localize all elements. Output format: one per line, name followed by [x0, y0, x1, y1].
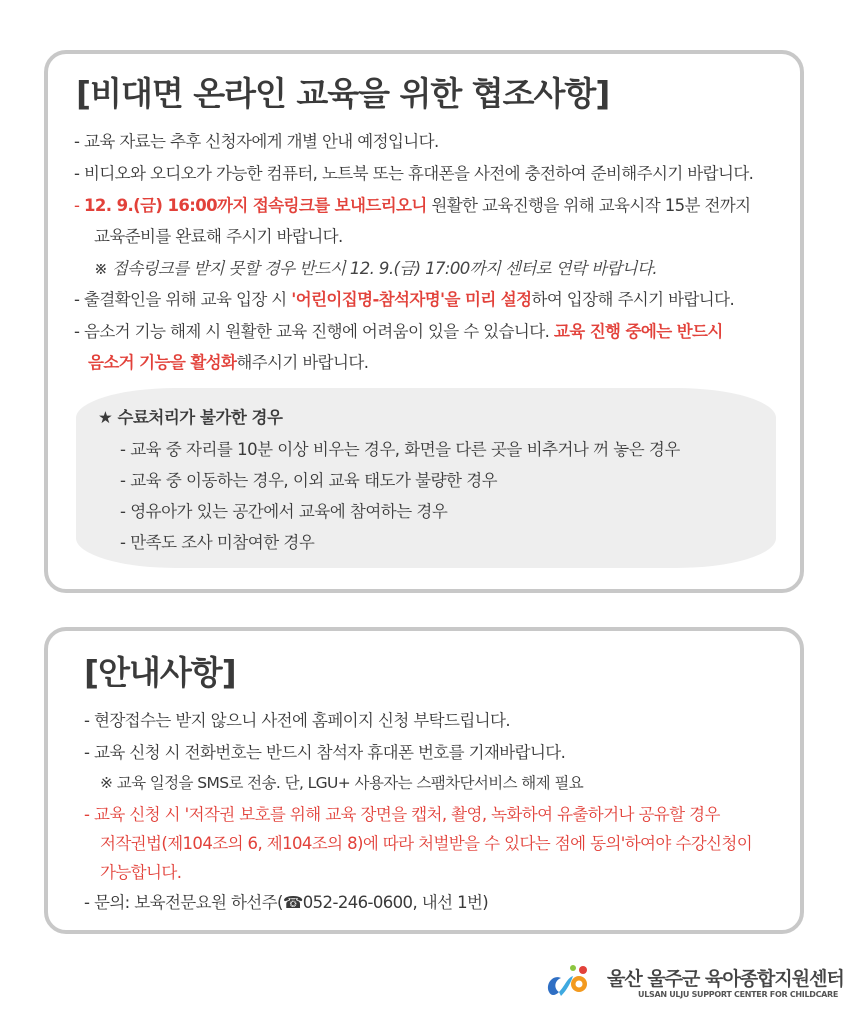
mute-text-a: - 음소거 기능 해제 시 원활한 교육 진행에 어려움이 있을 수 있습니다. [74, 322, 554, 341]
guide-title: [안내사항] [84, 653, 236, 692]
link-deadline-highlight: 12. 9.(금) 16:00까지 접속링크를 보내드리오니 [84, 196, 427, 215]
list-item: - 만족도 조사 미참여한 경우 [120, 533, 315, 552]
guide-line-copyright: - 교육 신청 시 '저작권 보호를 위해 교육 장면을 캡처, 촬영, 녹화하여 유출하거나 공유할 경우 [84, 805, 720, 824]
notice-line-prepare: 교육준비를 완료해 주시기 바랍니다. [94, 227, 343, 246]
mute-highlight-a: 교육 진행 중에는 반드시 [553, 322, 723, 341]
list-item: - 교육 중 이동하는 경우, 이외 교육 태도가 불량한 경우 [120, 471, 498, 490]
guide-line-sms-note: ※ 교육 일정을 SMS로 전송. 단, LGU+ 사용자는 스팸차단서비스 해제 필요 [100, 774, 584, 792]
center-name: 울산 울주군 육아종합지원센터 [607, 968, 844, 990]
notice-line-attendance [74, 286, 734, 310]
attendance-text-a: - 출결확인을 위해 교육 입장 시 [74, 290, 292, 309]
non-completion-box [76, 388, 776, 568]
guide-line-copyright-end: 가능합니다. [100, 863, 182, 882]
attendance-text-b: 하여 입장해 주시기 바랍니다. [531, 290, 735, 309]
notice-line-mute-cont [88, 349, 368, 373]
notice-line-devices: - 비디오와 오디오가 가능한 컴퓨터, 노트북 또는 휴대폰을 사전에 충전하여 준비해주시기 바랍니다. [74, 164, 754, 183]
center-english-name: ULSAN ULJU SUPPORT CENTER FOR CHILDCARE [638, 990, 839, 999]
notice-line-link [74, 192, 751, 216]
link-rest: 원활한 교육진행을 위해 교육시작 15분 전까지 [426, 196, 751, 215]
list-item: - 영유아가 있는 공간에서 교육에 참여하는 경우 [120, 502, 448, 521]
guide-line-copyright-cont: 저작권법(제104조의 6, 제104조의 8)에 따라 처벌받을 수 있다는 점에 동의'하여야 수강신청이 [100, 834, 753, 853]
notice-line-materials: - 교육 자료는 추후 신청자에게 개별 안내 예정입니다. [74, 132, 439, 151]
list-item: - 교육 중 자리를 10분 이상 비우는 경우, 화면을 다른 곳을 비추거나 꺼 놓은 경우 [120, 440, 680, 459]
notice-line-mute [74, 318, 723, 342]
guide-line-phone: - 교육 신청 시 전화번호는 반드시 참석자 휴대폰 번호를 기재바랍니다. [84, 743, 566, 762]
mute-text-b: 해주시기 바랍니다. [236, 353, 369, 372]
center-logo-icon [543, 962, 591, 1002]
guide-line-inquiry: - 문의: 보육전문요원 하선주(☎052-246-0600, 내선 1번) [84, 893, 489, 912]
notice-line-contact-note: ※ 접속링크를 받지 못할 경우 반드시 12. 9.(금) 17:00까지 센터로 연락 바랍니다. [94, 259, 657, 278]
guide-line-registration: - 현장접수는 받지 않으니 사전에 홈페이지 신청 부탁드립니다. [84, 711, 510, 730]
link-prefix: - [74, 196, 84, 215]
non-completion-title: ★ 수료처리가 불가한 경우 [98, 408, 283, 427]
mute-highlight-b: 음소거 기능을 활성화 [88, 353, 237, 372]
guide-notice-card [44, 627, 804, 934]
cooperation-notice-card [44, 50, 804, 593]
cooperation-title: [비대면 온라인 교육을 위한 협조사항] [76, 74, 610, 113]
attendance-highlight: '어린이집명-참석자명'을 미리 설정 [291, 290, 532, 309]
